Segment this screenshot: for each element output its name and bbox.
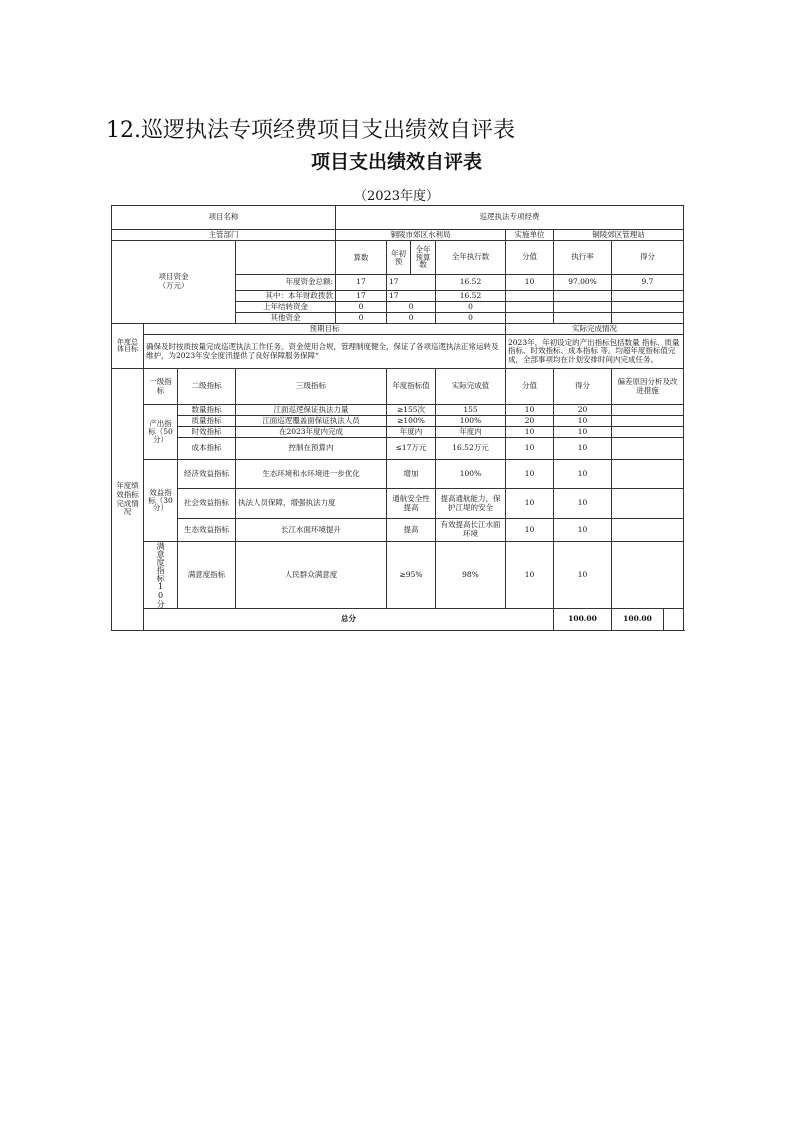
expected-goal-header: 预期目标 (144, 324, 506, 335)
funds-cell: 17 (387, 275, 436, 291)
funds-cell: 0 (436, 302, 506, 313)
funds-header-weight: 分值 (506, 241, 554, 275)
indicator-target: 通航安全性提高 (387, 489, 436, 519)
funds-row-label: 其中：本年财政拨款 (236, 291, 336, 302)
funds-cell: 0 (336, 313, 387, 324)
funds-header-row (112, 241, 684, 275)
indicator-note (612, 438, 684, 460)
indicator-note (612, 460, 684, 489)
project-name-value: 巡逻执法专项经费 (336, 206, 684, 230)
indicator-level3: 江面巡逻保证执法力量 (236, 405, 387, 416)
indicator-row (112, 519, 684, 542)
header-level2: 二级指标 (178, 369, 236, 405)
total-note (664, 609, 684, 631)
indicator-note (612, 519, 684, 542)
indicator-actual: 提高通航能力，保护江堤的安全 (436, 489, 506, 519)
indicator-target: 提高 (387, 519, 436, 542)
header-level1: 一级指标 (144, 369, 178, 405)
indicator-actual: 100% (436, 460, 506, 489)
project-name-row (112, 206, 684, 230)
indicator-row (112, 542, 684, 609)
funds-cell (506, 291, 554, 302)
header-score: 得分 (554, 369, 612, 405)
funds-cell (554, 291, 612, 302)
indicator-score: 20 (554, 405, 612, 416)
indicator-level3: 江面巡逻覆盖面保证执法人员 (236, 416, 387, 427)
implementer-value: 铜陵郊区管理站 (554, 230, 684, 241)
funds-blank-header (236, 241, 336, 275)
funds-cell (506, 313, 554, 324)
indicator-target: ≤17万元 (387, 438, 436, 460)
indicator-score: 10 (554, 460, 612, 489)
header-target: 年度指标值 (387, 369, 436, 405)
indicator-actual: 有效提高长江水面环境 (436, 519, 506, 542)
total-row (112, 609, 684, 631)
implementer-label: 实施单位 (506, 230, 554, 241)
funds-cell (554, 302, 612, 313)
actual-status-header: 实际完成情况 (506, 324, 684, 335)
indicator-level2: 经济效益指标 (178, 460, 236, 489)
funds-cell: 16.52 (436, 291, 506, 302)
indicator-target: 年度内 (387, 427, 436, 438)
header-actual: 实际完成值 (436, 369, 506, 405)
document-heading: 12.巡逻执法专项经费项目支出绩效自评表 (106, 118, 515, 143)
indicator-actual: 98% (436, 542, 506, 609)
indicator-score: 10 (554, 542, 612, 609)
indicator-row (112, 460, 684, 489)
department-label: 主管部门 (112, 230, 336, 241)
indicator-section-label: 年度绩效指标完成情况 (112, 369, 144, 631)
benefit-indicator-label: 效益指标（30分） (144, 460, 178, 542)
funds-row-label: 上年结转资金 (236, 302, 336, 313)
indicator-actual: 16.52万元 (436, 438, 506, 460)
funds-cell (612, 313, 684, 324)
indicator-score: 10 (554, 519, 612, 542)
indicator-level2: 生态效益指标 (178, 519, 236, 542)
header-weight: 分值 (506, 369, 554, 405)
goal-header-row (112, 324, 684, 335)
funds-cell: 0 (436, 313, 506, 324)
indicator-row (112, 405, 684, 416)
indicator-target: ≥95% (387, 542, 436, 609)
funds-row-label: 其他资金 (236, 313, 336, 324)
funds-cell (612, 291, 684, 302)
indicator-header-row (112, 369, 684, 405)
indicator-level3: 人民群众满意度 (236, 542, 387, 609)
indicator-level2: 时效指标 (178, 427, 236, 438)
funds-header-annual-budget: 全年预算数 (411, 241, 436, 275)
indicator-row (112, 438, 684, 460)
indicator-level2: 数量指标 (178, 405, 236, 416)
indicator-weight: 10 (506, 542, 554, 609)
header-level3: 三级指标 (236, 369, 387, 405)
indicator-target: ≥155次 (387, 405, 436, 416)
total-label: 总分 (144, 609, 554, 631)
indicator-weight: 10 (506, 427, 554, 438)
funds-cell: 9.7 (612, 275, 684, 291)
funds-cell: 17 (336, 275, 387, 291)
funds-row-label: 年度资金总额: (236, 275, 336, 291)
indicator-note (612, 405, 684, 416)
indicator-weight: 20 (506, 416, 554, 427)
indicator-level3: 长江水面环境提升 (236, 519, 387, 542)
annual-goal-label: 年度总体目标 (112, 324, 144, 369)
funds-cell (612, 302, 684, 313)
funds-cell: 0 (387, 302, 436, 313)
funds-header-score: 得分 (612, 241, 684, 275)
indicator-level3: 执法人员保障，增强执法力度 (236, 489, 387, 519)
indicator-score: 10 (554, 438, 612, 460)
funds-header-rate: 执行率 (554, 241, 612, 275)
funds-cell: 0 (336, 302, 387, 313)
indicator-weight: 10 (506, 460, 554, 489)
funds-cell (506, 302, 554, 313)
indicator-level2: 质量指标 (178, 416, 236, 427)
table-title: 项目支出绩效自评表 (310, 151, 482, 173)
funds-header-calc: 算数 (336, 241, 387, 275)
indicator-target: ≥100% (387, 416, 436, 427)
funds-cell: 97.00% (554, 275, 612, 291)
indicator-level3: 在2023年度内完成 (236, 427, 387, 438)
output-indicator-label: 产出指标（50分） (144, 405, 178, 460)
indicator-level2: 成本指标 (178, 438, 236, 460)
project-name-label: 项目名称 (112, 206, 336, 230)
department-value: 铜陵市郊区水利局 (336, 230, 506, 241)
department-row (112, 230, 684, 241)
indicator-note (612, 489, 684, 519)
funds-cell: 17 (387, 291, 436, 302)
funds-cell (554, 313, 612, 324)
indicator-weight: 10 (506, 405, 554, 416)
indicator-note (612, 416, 684, 427)
indicator-level3: 控制在预算内 (236, 438, 387, 460)
indicator-weight: 10 (506, 519, 554, 542)
indicator-level3: 生态环境和水环境进一步优化 (236, 460, 387, 489)
total-weight: 100.00 (554, 609, 612, 631)
indicator-row (112, 427, 684, 438)
indicator-actual: 年度内 (436, 427, 506, 438)
indicator-weight: 10 (506, 438, 554, 460)
indicator-target: 增加 (387, 460, 436, 489)
indicator-note (612, 542, 684, 609)
indicator-score: 10 (554, 489, 612, 519)
fiscal-year: （2023年度） (353, 189, 440, 204)
indicator-actual: 155 (436, 405, 506, 416)
indicator-note (612, 427, 684, 438)
indicator-score: 10 (554, 427, 612, 438)
indicator-row (112, 489, 684, 519)
funds-cell: 10 (506, 275, 554, 291)
performance-evaluation-table (111, 205, 684, 631)
indicator-score: 10 (554, 416, 612, 427)
funds-cell: 17 (336, 291, 387, 302)
funds-cell: 0 (387, 313, 436, 324)
funds-cell: 16.52 (436, 275, 506, 291)
funds-header-initial: 年初预 (387, 241, 411, 275)
indicator-level2: 社会效益指标 (178, 489, 236, 519)
header-deviation: 偏差原因分析及改进措施 (612, 369, 684, 405)
actual-status-text: 2023年，年初设定的产出指标包括数量 指标、质量指标、时效指标、成本指标 等。均超年度指标值完成，全部事项均在计划安排时间内完成任务。 (506, 335, 684, 369)
goal-content-row (112, 335, 684, 369)
funds-label: 项目资金 （万元） (112, 241, 236, 324)
indicator-actual: 100% (436, 416, 506, 427)
satisfaction-indicator-label: 满意度指标10分 (144, 542, 178, 609)
indicator-row (112, 416, 684, 427)
funds-header-executed: 全年执行数 (436, 241, 506, 275)
total-score: 100.00 (612, 609, 664, 631)
indicator-level2: 满意度指标 (178, 542, 236, 609)
expected-goal-text: 确保及时按质按量完成巡逻执法工作任务。资金使用合规，管理制度健全，保证了各项巡逻执法正常运转及维护，为2023年安全度汛提供了良好保障服务保障“ (144, 335, 506, 369)
indicator-weight: 10 (506, 489, 554, 519)
